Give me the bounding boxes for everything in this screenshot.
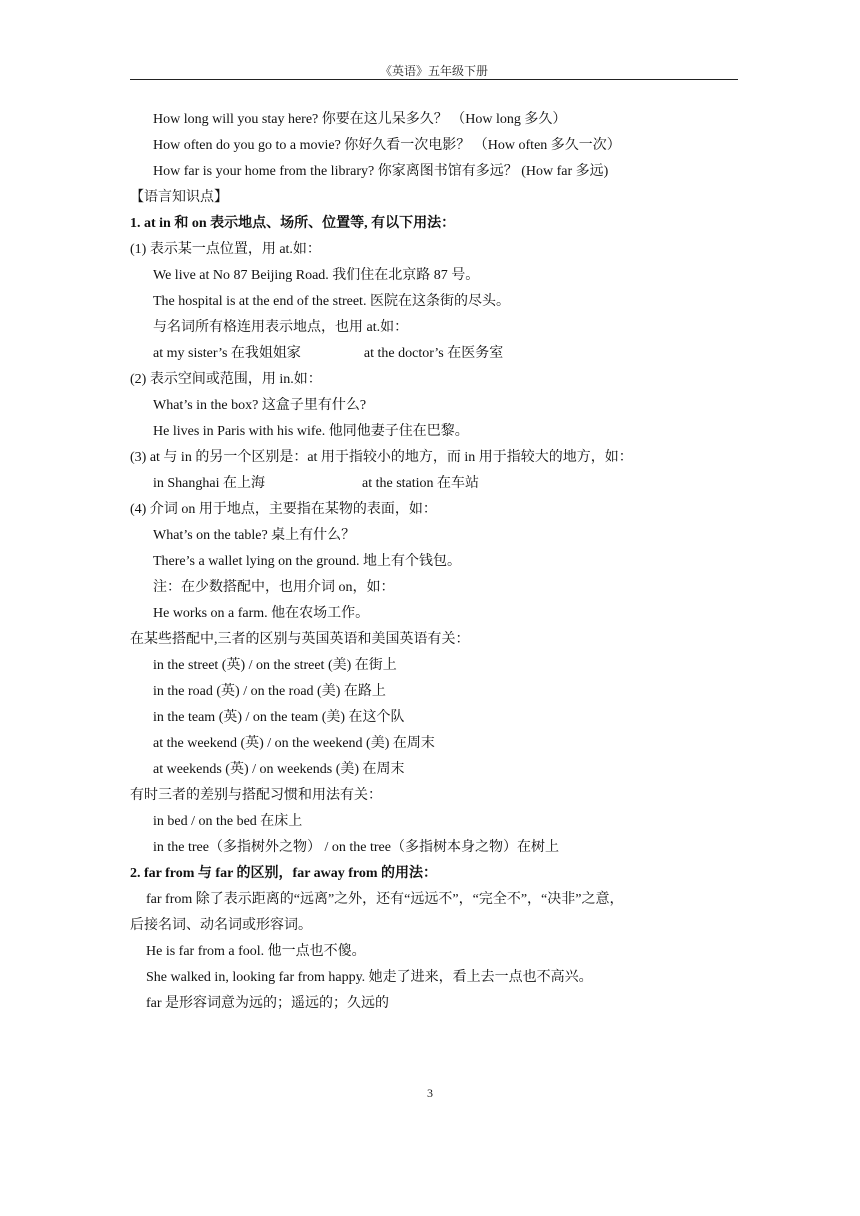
example-line: He works on a farm. 他在农场工作。 — [153, 606, 370, 621]
point-2-heading: 2. far from 与 far 的区别，far away from 的用法： — [130, 866, 438, 881]
example-right: at the doctor’s 在医务室 — [363, 346, 504, 361]
example-pair — [0, 344, 860, 364]
note-line: 与名词所有格连用表示地点，也用 at.如： — [153, 320, 409, 335]
example-line: What’s on the table? 桌上有什么？ — [153, 528, 356, 543]
note-line: 注：在少数搭配中，也用介词 on，如： — [153, 580, 395, 595]
section-heading-knowledge: 【语言知识点】 — [130, 190, 228, 205]
subpoint-2: (2) 表示空间或范围，用 in.如： — [130, 372, 322, 387]
example-line: There’s a wallet lying on the ground. 地上有个钱包。 — [153, 554, 461, 569]
example-line: He is far from a fool. 他一点也不傻。 — [146, 944, 366, 959]
example-line: in bed / on the bed 在床上 — [153, 814, 303, 829]
point-1-heading: 1. at in 和 on 表示地点、场所、位置等, 有以下用法： — [130, 216, 456, 231]
example-line: She walked in, looking far from happy. 她走了进来，看上去一点也不高兴。 — [146, 970, 593, 985]
example-line: in the street (英) / on the street (美) 在街上 — [153, 658, 397, 673]
example-how-far: How far is your home from the library? 你家离图书馆有多远？ (How far 多远) — [153, 164, 609, 179]
example-left: in Shanghai 在上海 — [153, 476, 265, 491]
header-rule — [130, 79, 738, 80]
example-line: The hospital is at the end of the street. 医院在这条街的尽头。 — [153, 294, 510, 309]
example-line: He lives in Paris with his wife. 他同他妻子住在巴黎。 — [153, 424, 469, 439]
example-how-long: How long will you stay here? 你要在这儿呆多久？ （How long 多久） — [153, 112, 567, 127]
example-line: in the road (英) / on the road (美) 在路上 — [153, 684, 386, 699]
example-line: in the tree（多指树外之物） / on the tree（多指树本身之物）在树上 — [153, 840, 559, 855]
example-pair — [0, 474, 860, 494]
paragraph-line: 后接名词、动名词或形容词。 — [130, 918, 312, 933]
example-how-often: How often do you go to a movie? 你好久看一次电影？ （How often 多久一次） — [153, 138, 621, 153]
subpoint-4: (4) 介词 on 用于地点，主要指在某物的表面，如： — [130, 502, 437, 517]
paragraph-line: far from 除了表示距离的“远离”之外，还有“远远不”，“完全不”，“决非”之意， — [146, 892, 624, 907]
paragraph-line: 有时三者的差别与搭配习惯和用法有关： — [130, 788, 382, 803]
example-left: at my sister’s 在我姐姐家 — [153, 346, 301, 361]
example-line: at the weekend (英) / on the weekend (美) 在周末 — [153, 736, 435, 751]
page-number: 3 — [427, 1086, 433, 1100]
example-line: We live at No 87 Beijing Road. 我们住在北京路 87 号。 — [153, 268, 480, 283]
paragraph-line: far 是形容词意为远的；遥远的；久远的 — [146, 996, 390, 1011]
page-header: 《英语》五年级下册 — [379, 64, 488, 78]
subpoint-1: (1) 表示某一点位置，用 at.如： — [130, 242, 321, 257]
paragraph-line: 在某些搭配中,三者的区别与英国英语和美国英语有关： — [130, 632, 470, 647]
example-line: at weekends (英) / on weekends (美) 在周末 — [153, 762, 405, 777]
example-line: What’s in the box? 这盒子里有什么? — [153, 398, 367, 413]
example-right: at the station 在车站 — [362, 476, 480, 491]
subpoint-3: (3) at 与 in 的另一个区别是：at 用于指较小的地方，而 in 用于指较大的地方，如： — [130, 450, 633, 465]
example-line: in the team (英) / on the team (美) 在这个队 — [153, 710, 405, 725]
